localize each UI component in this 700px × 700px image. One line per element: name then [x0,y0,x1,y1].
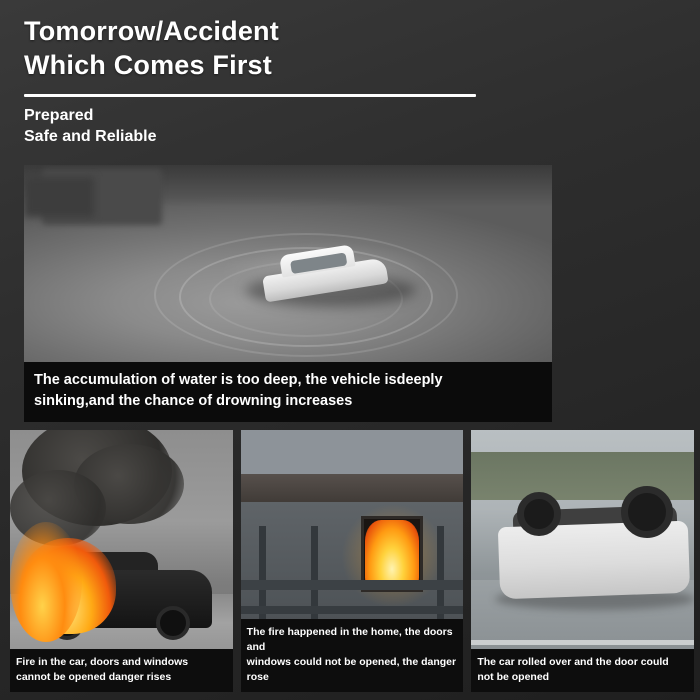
cell-2-caption-line-1: The fire happened in the home, the doors and [246,626,453,654]
cell-1-caption-line-2: cannot be opened danger rises [16,671,172,684]
bottom-image-row [10,430,694,692]
road-marking-line [471,640,694,645]
house-post-left [259,526,266,630]
title-divider [24,94,476,97]
subtitle-line-2: Safe and Reliable [24,127,157,145]
house-roof [241,474,464,504]
poster-header [0,0,700,147]
cell-3-caption-line-1: The car rolled over and the door could [477,656,669,669]
cell-1-caption-line-1: Fire in the car, doors and windows [16,656,189,669]
overturned-car-wheel-front [621,486,673,538]
cell-house-fire [241,430,464,692]
cell-overturned-car [471,430,694,692]
cell-caption-overturned-car [471,649,694,692]
car-flame-secondary [10,522,82,642]
hero-far-bank-secondary [24,177,94,217]
hero-caption-line-1: The accumulation of water is too deep, the vehicle isdeeply [34,371,443,388]
burning-car-wheel-rear [156,606,190,640]
cell-caption-house-fire [241,619,464,692]
subtitle-line-1: Prepared [24,107,94,125]
hero-caption-line-2: sinking,and the chance of drowning increases [34,392,353,409]
cell-3-caption-line-2: not be opened [477,671,550,684]
house-rail-upper [241,580,464,590]
house-post-mid [311,526,318,630]
hero-image-car-sinking [24,165,552,362]
cell-caption-burning-car [10,649,233,692]
cell-burning-car [10,430,233,692]
page-title-line-1: Tomorrow/Accident [24,16,279,46]
page-title-line-2: Which Comes First [24,50,272,81]
house-post-right [437,526,444,630]
house-rail-lower [241,606,464,614]
hero-caption [24,362,552,422]
cell-2-caption-line-2: windows could not be opened, the danger rose [246,656,457,684]
